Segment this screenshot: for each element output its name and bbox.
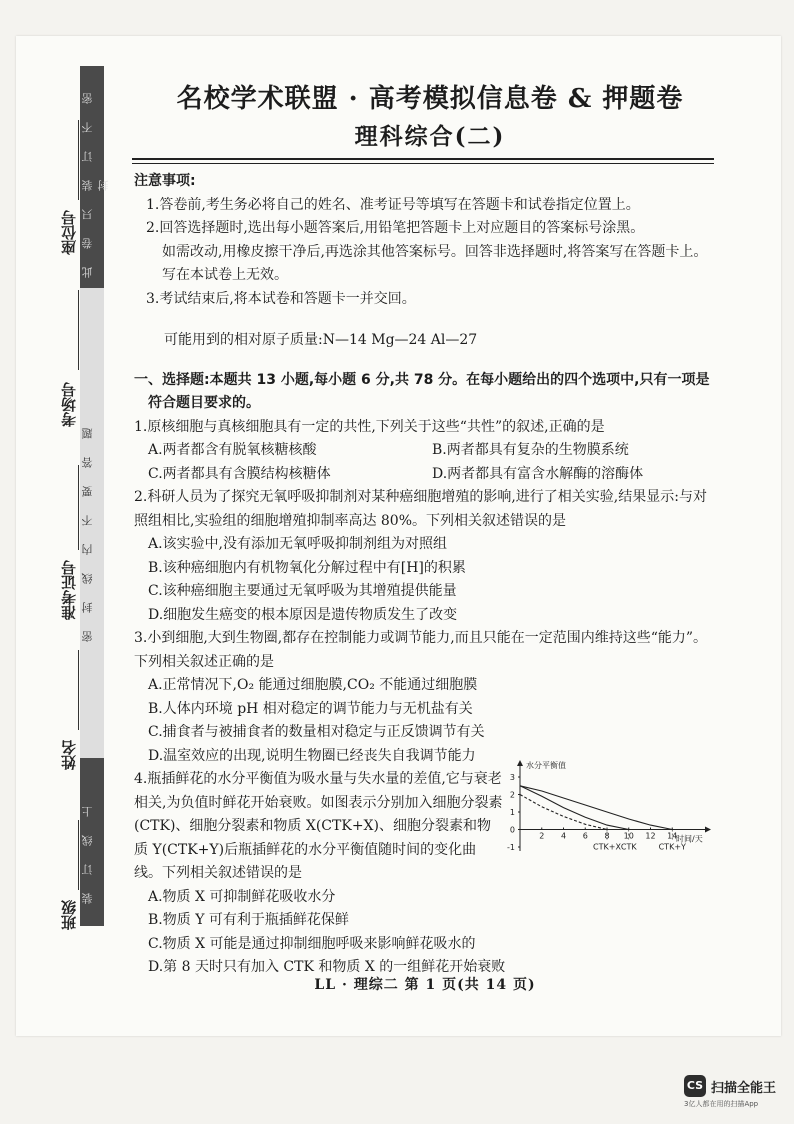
series-label: CTK+X bbox=[593, 842, 621, 852]
binding-text-middle: 密封线内不要答题 bbox=[81, 410, 94, 642]
ticket-number-label: 准考证号 bbox=[60, 560, 78, 620]
x-tick-label: 14 bbox=[667, 831, 678, 841]
notice-item-2-continued: 如需改动,用橡皮擦干净后,再选涂其他答案标号。回答非选择题时,将答案写在答题卡上。写在本试卷上无效。 bbox=[162, 243, 708, 283]
binding-text-top: 此卷只装订不密封 bbox=[81, 75, 110, 278]
option-a: A.物质 X 可抑制鲜花吸收水分 bbox=[148, 888, 336, 905]
name-label: 姓名 bbox=[60, 740, 78, 770]
exam-room-label: 考场号 bbox=[60, 382, 78, 427]
series-label: CTK bbox=[620, 842, 637, 852]
x-tick-label: 6 bbox=[582, 831, 588, 841]
question-stem: 4.瓶插鲜花的水分平衡值为吸水量与失水量的差值,它与衰老相关,为负值时鲜花开始衰败。如图表示分别加入细胞分裂素(CTK)、细胞分裂素和物质 X(CTK+X)、细胞分裂素和物质 Y(CTK+Y)后瓶插鲜花的水分平衡值随时间的变化曲线。下列相关叙述错误的是 bbox=[134, 771, 503, 881]
class-label: 班级 bbox=[60, 900, 78, 930]
question-3 bbox=[134, 627, 716, 768]
option-a: A.正常情况下,O₂ 能通过细胞膜,CO₂ 不能通过细胞膜 bbox=[148, 677, 478, 693]
option-b: B.人体内环境 pH 相对稳定的调节能力与无机盐有关 bbox=[148, 700, 473, 717]
option-d: D.两者都具有富含水解酶的溶酶体 bbox=[432, 465, 644, 482]
x-tick-label: 4 bbox=[560, 831, 567, 841]
option-row bbox=[134, 463, 716, 487]
option-b: B.物质 Y 可有利于瓶插鲜花保鲜 bbox=[148, 912, 349, 928]
option-c: C.物质 X 可能是通过抑制细胞呼吸来影响鲜花吸水的 bbox=[148, 935, 476, 952]
option-c: C.两者都具有含膜结构核糖体 bbox=[148, 465, 331, 482]
option-d: D.细胞发生癌变的根本原因是遗传物质发生了改变 bbox=[148, 606, 458, 623]
question-2 bbox=[134, 486, 716, 627]
section-heading: 一、选择题:本题共 13 小题,每小题 6 分,共 78 分。在每小题给出的四个选项中,只有一项是符合题目要求的。 bbox=[134, 371, 710, 411]
scanner-app-name: 扫描全能王 bbox=[711, 1080, 777, 1096]
x-tick-label: 12 bbox=[645, 831, 656, 841]
series-line bbox=[520, 795, 607, 830]
option-row bbox=[134, 439, 716, 463]
series-line bbox=[520, 786, 629, 830]
option-c: C.该种癌细胞主要通过无氧呼吸为其增殖提供能量 bbox=[148, 583, 457, 599]
paper-subtitle: 理科综合(二) bbox=[354, 123, 506, 150]
seat-number-line bbox=[78, 120, 79, 200]
option-d: D.温室效应的出现,说明生物圈已经丧失自我调节能力 bbox=[148, 747, 476, 764]
y-axis-arrow bbox=[517, 760, 523, 766]
option-c: C.捕食者与被捕食者的数量相对稳定与正反馈调节有关 bbox=[148, 724, 485, 740]
option-b: B.两者都具有复杂的生物膜系统 bbox=[432, 442, 629, 458]
y-tick-label: -1 bbox=[507, 843, 515, 852]
x-tick-label: 10 bbox=[623, 831, 634, 841]
y-tick-label: 3 bbox=[509, 773, 515, 782]
option-b: B.该种癌细胞内有机物氧化分解过程中有[H]的积累 bbox=[148, 559, 466, 576]
binding-strip bbox=[80, 66, 110, 926]
x-tick-label: 2 bbox=[539, 831, 545, 841]
seat-number-label: 座位号 bbox=[60, 210, 78, 255]
class-line bbox=[78, 820, 79, 890]
notice-heading: 注意事项: bbox=[134, 173, 196, 189]
ticket-number-line bbox=[78, 465, 79, 550]
option-a: A.两者都含有脱氧核糖核酸 bbox=[148, 442, 317, 458]
paper-title: 名校学术联盟 · 高考模拟信息卷 & 押题卷 bbox=[176, 84, 684, 114]
question-stem: 1.原核细胞与真核细胞具有一定的共性,下列关于这些“共性”的叙述,正确的是 bbox=[134, 418, 605, 435]
page-footer: LL · 理综二 第 1 页(共 14 页) bbox=[314, 977, 536, 993]
option-d: D.第 8 天时只有加入 CTK 和物质 X 的一组鲜花开始衰败 bbox=[148, 959, 506, 975]
y-tick-label: 0 bbox=[509, 825, 515, 835]
option-a: A.该实验中,没有添加无氧呼吸抑制剂组为对照组 bbox=[148, 536, 448, 552]
y-tick-label: 2 bbox=[509, 790, 515, 800]
x-axis-arrow bbox=[705, 827, 711, 833]
name-line bbox=[78, 650, 79, 730]
notice-item-1: 1.答卷前,考生务必将自己的姓名、准考证号等填写在答题卡和试卷指定位置上。 bbox=[146, 196, 640, 213]
scanner-logo-icon: CS bbox=[684, 1075, 706, 1097]
x-tick-label: 8 bbox=[604, 831, 610, 841]
y-tick-label: 1 bbox=[509, 808, 515, 817]
exam-room-line bbox=[78, 290, 79, 370]
question-1 bbox=[134, 416, 716, 487]
scanner-tagline: 3亿人都在用的扫描App bbox=[684, 1100, 759, 1108]
scanner-watermark bbox=[684, 1075, 777, 1108]
header-rule-thin bbox=[132, 163, 714, 164]
question-stem: 2.科研人员为了探究无氧呼吸抑制剂对某种癌细胞增殖的影响,进行了相关实验,结果显示:与对照组相比,实验组的细胞增殖抑制率高达 80%。下列相关叙述错误的是 bbox=[134, 489, 707, 529]
water-balance-chart bbox=[498, 757, 720, 863]
binding-text-bottom: 装订线上 bbox=[81, 788, 94, 904]
question-stem: 3.小到细胞,大到生物圈,都存在控制能力或调节能力,而且只能在一定范围内维持这些“能力”。下列相关叙述正确的是 bbox=[134, 630, 708, 670]
series-label: CTK+Y bbox=[658, 842, 686, 852]
x-axis-label: 时间/天 bbox=[676, 834, 703, 844]
y-axis-label: 水分平衡值 bbox=[526, 761, 566, 770]
notice-item-2: 2.回答选择题时,选出每小题答案后,用铅笔把答题卡上对应题目的答案标号涂黑。 bbox=[146, 220, 645, 236]
notice-item-3: 3.考试结束后,将本试卷和答题卡一并交回。 bbox=[146, 290, 416, 307]
atomic-mass-note: 可能用到的相对原子质量:N—14 Mg—24 Al—27 bbox=[164, 332, 478, 348]
header-rule-thick bbox=[132, 158, 714, 160]
